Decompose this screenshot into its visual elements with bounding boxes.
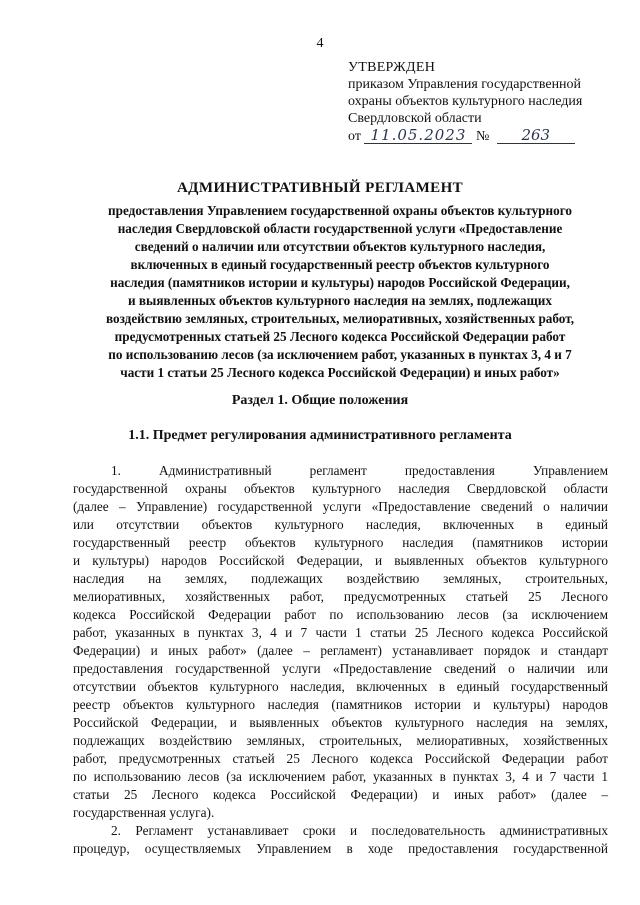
paragraph-line: государственная услуга). xyxy=(73,805,215,820)
subtitle-line: предусмотренных статьей 25 Лесного кодекса Российской Федерации работ xyxy=(114,329,566,344)
paragraph-line: или отсутствии объектов культурного наследия, включенных в единый xyxy=(73,517,608,532)
document-subtitle xyxy=(70,202,610,382)
handwritten-date: 11.05.2023 xyxy=(364,128,472,144)
subsection-heading: 1.1. Предмет регулирования административного регламента xyxy=(128,428,512,443)
paragraph-line: (далее – Управление) государственной услуги «Предоставление сведений о наличии xyxy=(73,499,608,514)
approval-block xyxy=(348,59,633,145)
paragraph-line: работ, указанных в пунктах 3, 4 и 7 части 1 статьи 25 Лесного кодекса Российской xyxy=(73,625,608,640)
subtitle-line: части 1 статьи 25 Лесного кодекса Российской Федерации) и иных работ» xyxy=(120,365,560,380)
paragraph-line: по использованию лесов (за исключением работ, указанных в пунктах 3, 4 и 7 части 1 xyxy=(73,769,608,784)
paragraph-line: статьи 25 Лесного кодекса Российской Федерации) и иных работ» (далее – xyxy=(73,787,608,802)
paragraph-line: отсутствии объектов культурного наследия, включенных в единый государственный xyxy=(73,679,608,694)
paragraph-line: процедур, осуществляемых Управлением в ходе предоставления государственной xyxy=(73,841,608,856)
paragraph-line: кодекса Российской Федерации работ по использованию лесов (за исключением xyxy=(73,607,608,622)
paragraph-line: государственной охраны объектов культурного наследия Свердловской области xyxy=(73,481,608,496)
paragraph-line: Российской Федерации, и выявленных объектов культурного наследия на землях, xyxy=(73,715,608,730)
section-heading: Раздел 1. Общие положения xyxy=(231,393,409,408)
paragraph-line: государственный реестр объектов культурного наследия (памятников истории xyxy=(73,535,608,550)
body-text xyxy=(73,462,608,858)
date-prefix: от xyxy=(348,129,361,144)
subtitle-line: предоставления Управлением государственной охраны объектов культурного xyxy=(108,203,572,218)
paragraph-line: реестр объектов культурного наследия (памятников истории и культуры) народов xyxy=(73,697,608,712)
approval-heading: УТВЕРЖДЕН xyxy=(348,60,436,75)
subtitle-line: по использованию лесов (за исключением работ, указанных в пунктах 3, 4 и 7 xyxy=(108,347,572,362)
subtitle-line: наследия Свердловской области государственной услуги «Предоставление xyxy=(117,221,563,236)
paragraph-line: 1. Административный регламент предоставления Управлением xyxy=(111,463,608,478)
paragraph-line: предоставления государственной услуги «Предоставление сведений о наличии или xyxy=(73,661,608,676)
handwritten-number: 263 xyxy=(497,128,575,144)
paragraph-line: Федерации) и иных работ» (далее – регламент) устанавливает порядок и стандарт xyxy=(73,643,608,658)
approval-date-row xyxy=(348,128,633,145)
subtitle-line: сведений о наличии или отсутствии объектов культурного наследия, xyxy=(134,239,546,254)
approval-line: охраны объектов культурного наследия xyxy=(348,94,583,109)
paragraph-line: мелиоративных, хозяйственных работ, предусмотренных статьей 25 Лесного xyxy=(73,589,608,604)
page-number: 4 xyxy=(316,36,324,51)
paragraph-line: наследия на землях, подлежащих воздействию земляных, строительных, xyxy=(73,571,608,586)
approval-line: приказом Управления государственной xyxy=(348,77,582,92)
subtitle-line: наследия (памятников истории и культуры) народов Российской Федерации, xyxy=(110,275,570,290)
paragraph-line: подлежащих воздействию земляных, строительных, мелиоративных, хозяйственных xyxy=(73,733,608,748)
paragraph-line: работ, предусмотренных статьей 25 Лесного кодекса Российской Федерации работ xyxy=(73,751,608,766)
number-prefix: № xyxy=(475,129,490,144)
subtitle-line: и выявленных объектов культурного наследия на землях, подлежащих xyxy=(128,293,552,308)
approval-line: Свердловской области xyxy=(348,111,482,126)
subtitle-line: включенных в единый государственный реестр объектов культурного xyxy=(130,257,550,272)
paragraph-line: и культуры) народов Российской Федерации, и выявленных объектов культурного xyxy=(73,553,608,568)
document-title: АДМИНИСТРАТИВНЫЙ РЕГЛАМЕНТ xyxy=(176,180,464,196)
subtitle-line: воздействию земляных, строительных, мелиоративных, хозяйственных работ, xyxy=(105,311,575,326)
paragraph-line: 2. Регламент устанавливает сроки и последовательность административных xyxy=(111,823,608,838)
